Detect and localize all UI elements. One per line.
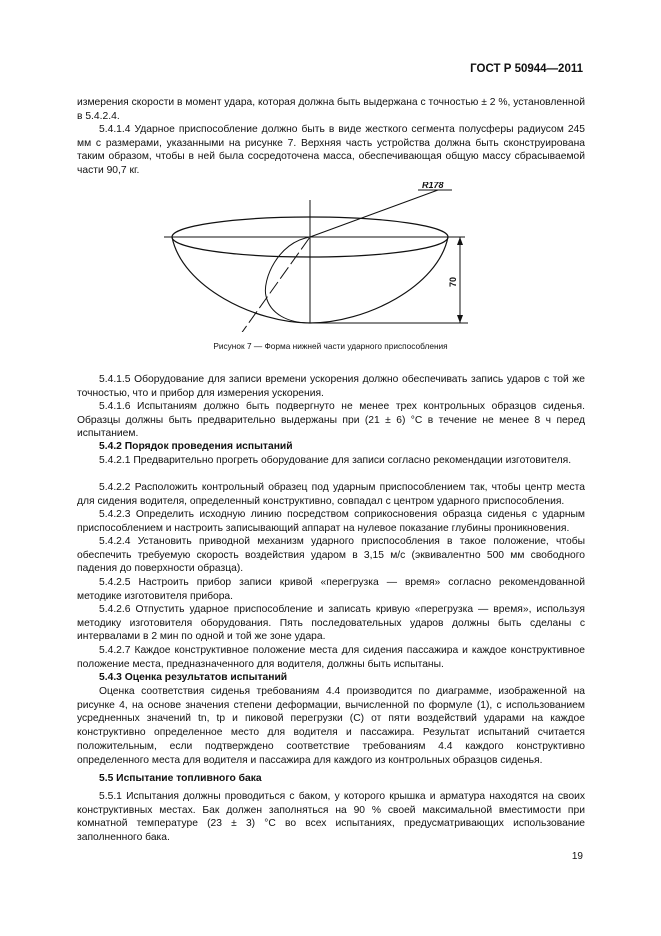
document-header: ГОСТ Р 50944—2011: [470, 63, 583, 75]
page-number: 19: [571, 851, 583, 862]
figure-7-diagram: [160, 182, 480, 332]
paragraph-5-4-3-body: Оценка соответствия сиденья требованиям 4.4 производится по диаграмме, изображенной на рисунке 4, на основе значения степени деформации, вычисленной по формуле (1), с использованием усредненных значений tn, tp и пиковой перегрузки (С) от пяти воздействий ударами на каждое конструктивно определенное место для водителя и пассажира. Результат испытаний считается положительным, если подтверждено соответствие требованиям 4.4 каждого конструктивно определенного места для водителя и пассажира для каждого из контрольных образцов сиденья.: [77, 686, 585, 766]
paragraph-5-4-1-5: 5.4.1.5 Оборудование для записи времени ускорения должно обеспечивать запись ударов с той же точностью, что и прибор для измерения ускорения.: [77, 374, 585, 399]
radius-line: [310, 190, 438, 237]
height-arrow-bottom: [457, 315, 463, 323]
paragraph-5-4-1-4: 5.4.1.4 Ударное приспособление должно быть в виде жесткого сегмента полусферы радиусом 245 мм с размерами, указанными на рисунке 7. Верхняя часть устройства должна быть сконструирована таким образом, чтобы в ней была сосредоточена масса, обеспечивающая общую массу сбрасываемой части 90,7 кг.: [77, 124, 585, 177]
paragraph-5-4-1-6: 5.4.1.6 Испытаниям должно быть подвергнуто не менее трех контрольных образцов сиденья. Образцы должны быть предварительно выдержаны при (21 ± 6) °С в течение не менее 8 ч перед испытанием.: [77, 401, 585, 440]
paragraph-5-4-2-3: 5.4.2.3 Определить исходную линию посредством соприкосновения образца сиденья с ударным приспособлением и настроить записывающий аппарат на нулевое показание глубины проникновения.: [77, 509, 585, 534]
figure-caption: Рисунок 7 — Форма нижней части ударного приспособления: [213, 341, 448, 351]
height-arrow-top: [457, 237, 463, 245]
paragraph-5-4-2-2: 5.4.2.2 Расположить контрольный образец под ударным приспособлением так, чтобы центр места для сидения водителя, определенный конструктивно, совпадал с центром ударного приспособления.: [77, 482, 585, 507]
paragraph-5-4-2-1: 5.4.2.1 Предварительно прогреть оборудование для записи согласно рекомендации изготовителя.: [99, 455, 572, 466]
paragraph-5-5-1: 5.5.1 Испытания должны проводиться с баком, у которого крышка и арматура находятся на своих конструктивных местах. Бак должен заполняться на 90 % своей максимальной вместимости при комнатной температуре (23 ± 3) °С во всех испытаниях, предусматривающих использование заполненного бака.: [77, 791, 585, 844]
section-heading-5-4-2: 5.4.2 Порядок проведения испытаний: [99, 441, 293, 452]
paragraph: измерения скорости в момент удара, которая должна быть выдержана с точностью ± 2 %, установленной в 5.4.2.4.: [77, 97, 585, 122]
section-heading-5-5: 5.5 Испытание топливного бака: [99, 773, 262, 784]
paragraph-5-4-2-7: 5.4.2.7 Каждое конструктивное положение места для сидения пассажира и каждое конструктивное положение места, предназначенного для водителя, должны быть испытаны.: [77, 645, 585, 670]
radius-label: R178: [422, 182, 444, 190]
section-heading-5-4-3: 5.4.3 Оценка результатов испытаний: [99, 672, 288, 683]
paragraph-5-4-2-6: 5.4.2.6 Отпустить ударное приспособление и записать кривую «перегрузка — время», используя методику изготовителя оборудования. Пять последовательных ударов должны быть сделаны с интервалами в 2 мин по одной и той же зоне удара.: [77, 604, 585, 643]
meridian-curve: [265, 237, 310, 323]
paragraph-5-4-2-5: 5.4.2.5 Настроить прибор записи кривой «перегрузка — время» согласно рекомендованной методике изготовителя прибора.: [77, 577, 585, 602]
paragraph-5-4-2-4: 5.4.2.4 Установить приводной механизм ударного приспособления в такое положение, чтобы обеспечить требуемую скорость воздействия ударом в 3,15 м/с (эквивалентно 500 мм свободного падения до поверхности образца).: [77, 536, 585, 575]
height-label: 70: [448, 276, 458, 287]
